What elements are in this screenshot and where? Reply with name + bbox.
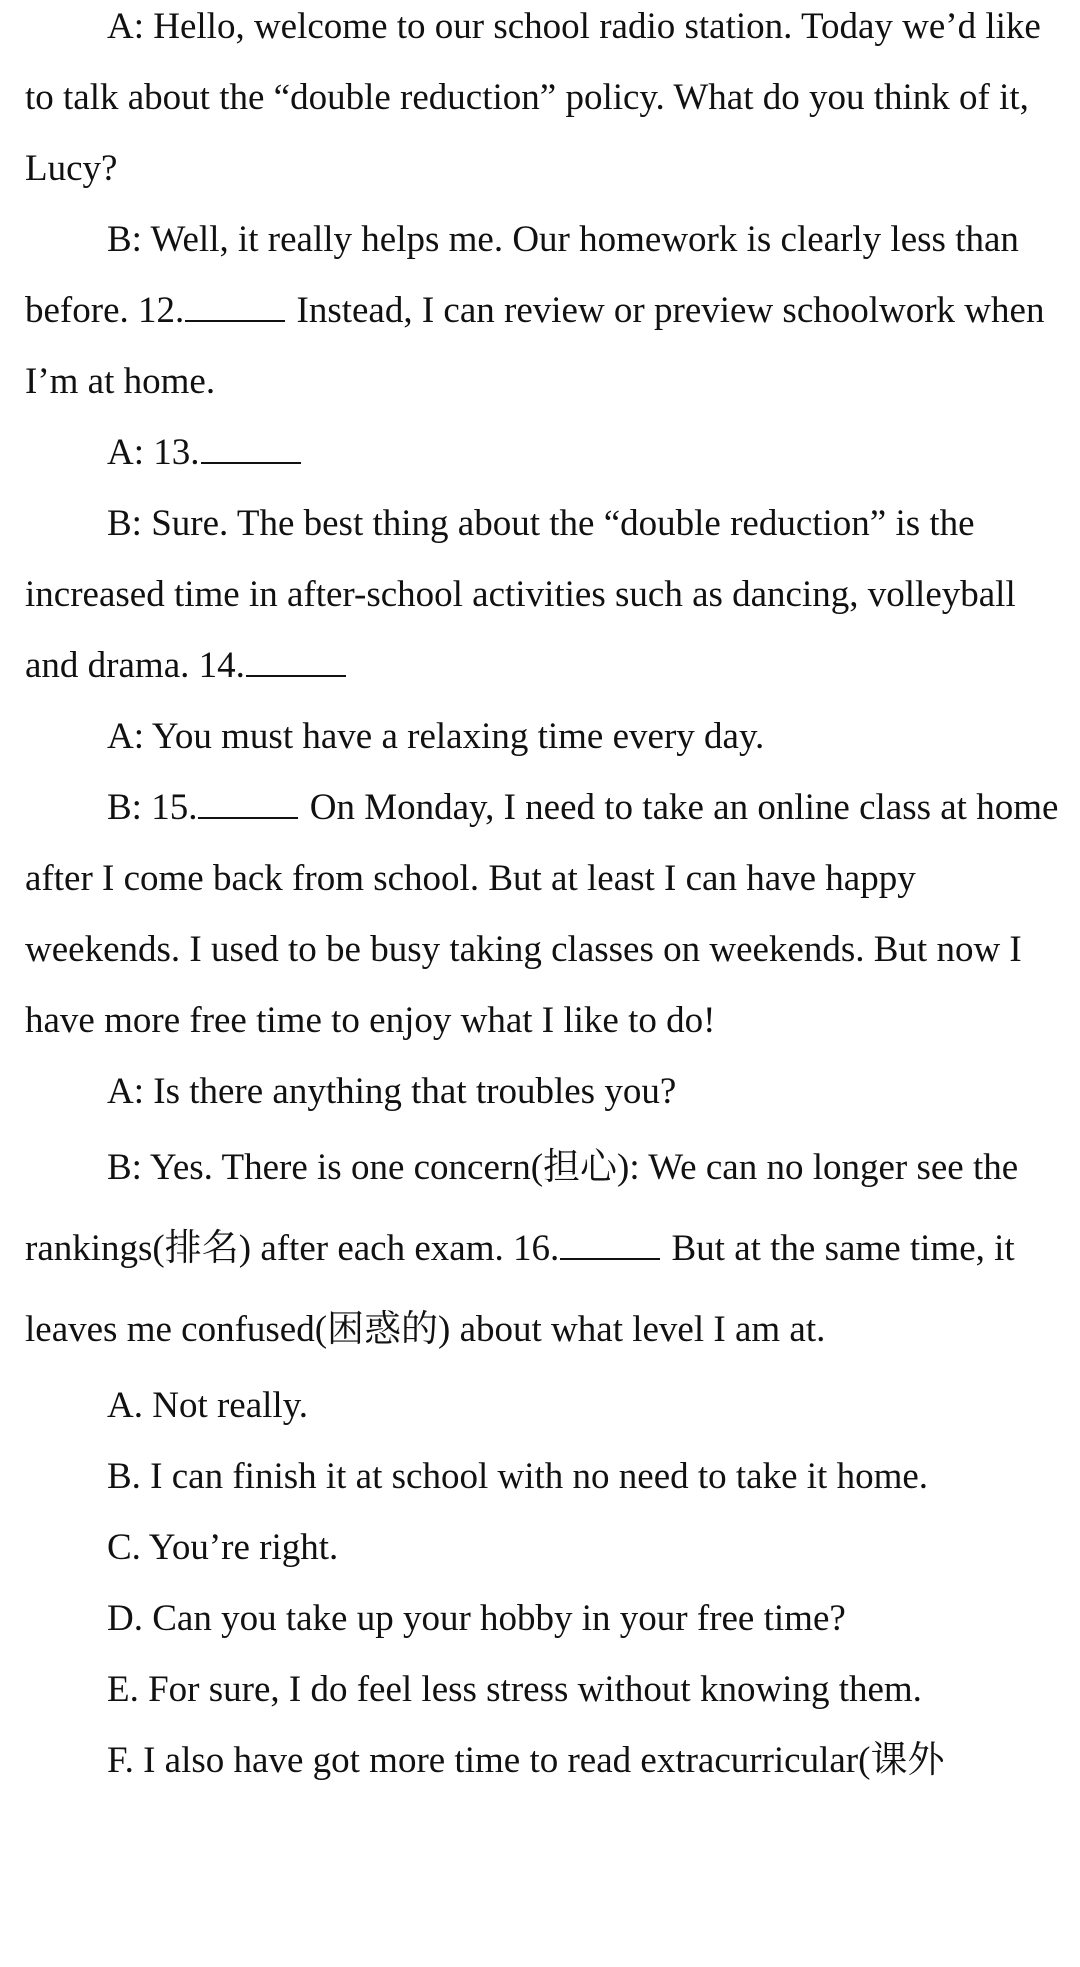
dialogue-text: A: 13. xyxy=(107,432,200,473)
option-e: E. For sure, I do feel less stress without knowing them. xyxy=(107,1669,922,1710)
answer-blank-13[interactable] xyxy=(201,432,301,464)
dialogue-text: B: 15. xyxy=(107,787,198,828)
dialogue-text: B: Sure. The best thing about the “double reduction” is the increased time in after-school activities such as dancing, volleyball and drama. 14. xyxy=(25,503,1016,686)
dialogue-line-b-rankings xyxy=(25,1127,1060,1370)
dialogue-line-a-troubles xyxy=(25,1056,1060,1127)
dialogue-line-b-weekends xyxy=(25,772,1060,1056)
dialogue-line-b-activities xyxy=(25,488,1060,701)
dialogue-text: B: Well, it really helps me. Our homework is clearly less than before. 12. xyxy=(25,219,1019,331)
answer-blank-16[interactable] xyxy=(560,1228,660,1260)
answer-blank-15[interactable] xyxy=(198,787,298,819)
answer-blank-14[interactable] xyxy=(246,645,346,677)
option-c: C. You’re right. xyxy=(107,1527,339,1568)
dialogue-line-a-question-13 xyxy=(25,417,1060,488)
dialogue-line-b-homework xyxy=(25,204,1060,417)
dialogue-text: On Monday, I need to take an online class at home after I come back from school. But at least I can have happy weekends. I used to be busy taking classes on weekends. But now I have more free time to enjoy what I like to do! xyxy=(25,787,1059,1041)
answer-options xyxy=(25,1370,1060,1796)
option-d: D. Can you take up your hobby in your free time? xyxy=(107,1598,846,1639)
dialogue-line-a-relaxing xyxy=(25,701,1060,772)
answer-blank-12[interactable] xyxy=(185,290,285,322)
dialogue-text: A: You must have a relaxing time every day. xyxy=(107,716,765,757)
option-b: B. I can finish it at school with no need to take it home. xyxy=(107,1456,929,1497)
dialogue-text: B: Yes. There is one concern(担心): We can no longer see the rankings(排名) after each exam. 16. xyxy=(25,1147,1019,1269)
dialogue-text: Instead, I can review or preview schoolwork when I’m at home. xyxy=(25,290,1045,402)
option-f: F. I also have got more time to read extracurricular(课外 xyxy=(107,1740,945,1781)
dialogue-text: A: Is there anything that troubles you? xyxy=(107,1071,677,1112)
option-a: A. Not really. xyxy=(107,1385,309,1426)
dialogue-text: But at the same time, it leaves me confused(困惑的) about what level I am at. xyxy=(25,1228,1015,1350)
dialogue-text: A: Hello, welcome to our school radio station. Today we’d like to talk about the “double reduction” policy. What do you think of it, Lucy? xyxy=(25,6,1041,189)
dialogue-line-a-intro xyxy=(25,0,1060,204)
